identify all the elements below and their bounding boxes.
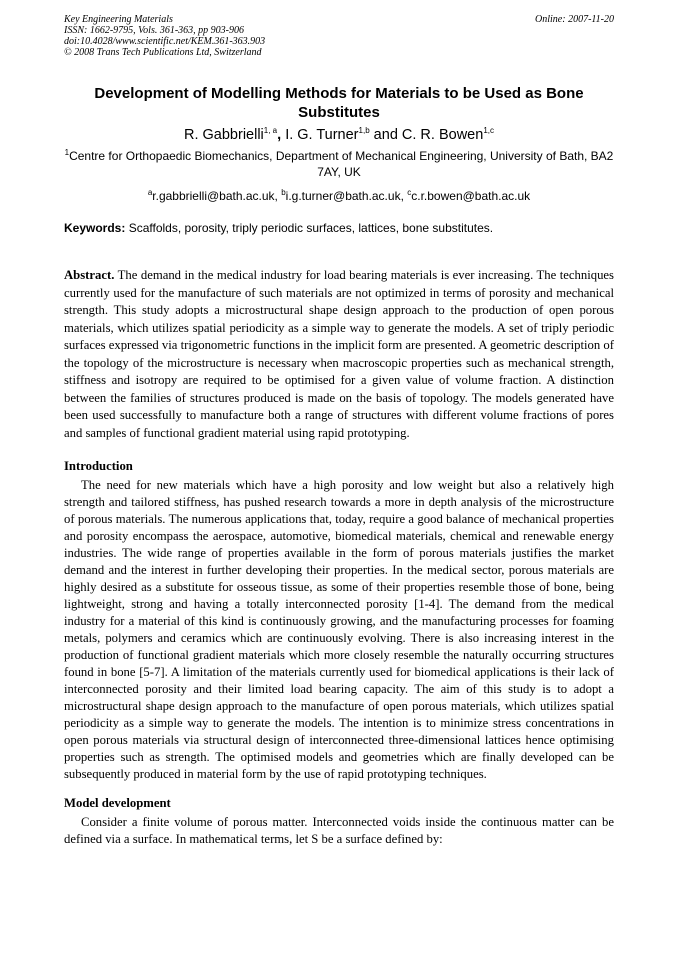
journal-name: Key Engineering Materials — [64, 14, 173, 25]
email-link[interactable]: r.gabbrielli@bath.ac.uk — [152, 189, 275, 203]
keywords — [64, 220, 614, 236]
paper-title: Development of Modelling Methods for Materials to be Used as Bone Substitutes — [94, 85, 584, 121]
section-heading-model-development: Model development — [64, 796, 171, 810]
copyright-line: © 2008 Trans Tech Publications Ltd, Switzerland — [64, 47, 262, 58]
paper-page — [64, 14, 614, 848]
online-date: Online: 2007-11-20 — [535, 14, 614, 25]
introduction-paragraph: The need for new materials which have a high porosity and low weight but also a relatively high strength and tailored stiffness, has pushed research towards a more in depth analysis of the microstructure of porous materials. The numerous applications that, today, require a good balance of mechanical properties and porosity encompass the aerospace, automotive, biomedical materials, chemical and renewable energy industries. The wide range of properties available in the form of porous materials justifies the market demand and the interest in further developing their properties. In the medical sector, porous materials are highly desired as a substitute for osseous tissue, as some of their properties resemble those of bone, being lightweight, strong and having a totally interconnected porosity [1-4]. The demand from the medical industry for a material of this kind is continuously growing, and the manufacturing processes for foaming metals, polymers and ceramics which are continuously evolving. There is also increasing interest in the production of functional gradient materials which more closely resemble the naturally occurring structures found in bone [5-7]. A limitation of the materials currently used for biomedical applications is their lack of interconnected porosity and their limited load bearing capacity. The aim of this study is to adopt a microstructural shape design approach to the manufacture of open porous materials, which utilizes spatial periodicity as a simple way to generate the models. The intention is to minimize stress concentrations in open porous materials via structural design of interconnected three-dimensional lattices hence optimising properties such as strength. The optimised models and geometries which are finally developed can be subsequently produced in material form by the use of rapid prototyping techniques. — [64, 478, 614, 781]
citation-block — [64, 14, 265, 58]
author: I. G. Turner$^{1,b}$ — [285, 126, 370, 143]
author: R. Gabbrielli$^{1, a}$ — [184, 126, 278, 143]
model-development-paragraph: Consider a finite volume of porous matter. Interconnected voids inside the continuous matter can be defined via a surface. In mathematical terms, let S be a surface defined by: — [64, 815, 614, 846]
doi-line: doi:10.4028/www.scientific.net/KEM.361-363.903 — [64, 36, 266, 47]
keywords-text: Scaffolds, porosity, triply periodic surfaces, lattices, bone substitutes. — [128, 221, 494, 235]
section-heading-introduction: Introduction — [64, 459, 133, 473]
email-link[interactable]: c.r.bowen@bath.ac.uk — [411, 189, 531, 203]
abstract-text: The demand in the medical industry for load bearing materials is ever increasing. The techniques currently used for the manufacture of such materials are not optimized in terms of porosity and mechanical strength. This study adopts a microstructural shape design approach to the production of open porous materials, which utilizes spatial periodicity as a simple way to generate the models. A set of triply periodic surfaces expressed via trigonometric functions in the implicit form are presented. A geometric description of the topology of the microstructure is necessary when macroscopic properties such as mechanical strength, stiffness and isotropy are required to be optimised for a given value of volume fraction. A distinction between the families of structures produced is made on the basis of topology. The models generated have been used successfully to manufacture both a range of structures with different volume fractions of pores and samples of functional gradient material using rapid prototyping. — [64, 268, 614, 440]
keywords-label: Keywords: — [64, 221, 126, 235]
author-list: R. Gabbrielli$^{1, a}$, I. G. Turner$^{1,b}$ and C. R. Bowen$^{1,c}$ — [184, 126, 494, 143]
abstract-label: Abstract. — [64, 268, 115, 282]
abstract — [64, 267, 614, 442]
running-header — [64, 14, 614, 58]
issn-line: ISSN: 1662-9795, Vols. 361-363, pp 903-906 — [64, 25, 244, 36]
email-list: $^a$r.gabbrielli@bath.ac.uk, $^b$i.g.turner@bath.ac.uk, $^c$c.r.bowen@bath.ac.uk — [147, 188, 531, 203]
author: C. R. Bowen$^{1,c}$ — [401, 126, 494, 143]
affiliation: $^1$Centre for Orthopaedic Biomechanics, Department of Mechanical Engineering, University of Bath, BA2 7AY, UK — [64, 148, 614, 179]
email-link[interactable]: i.g.turner@bath.ac.uk — [285, 189, 401, 203]
